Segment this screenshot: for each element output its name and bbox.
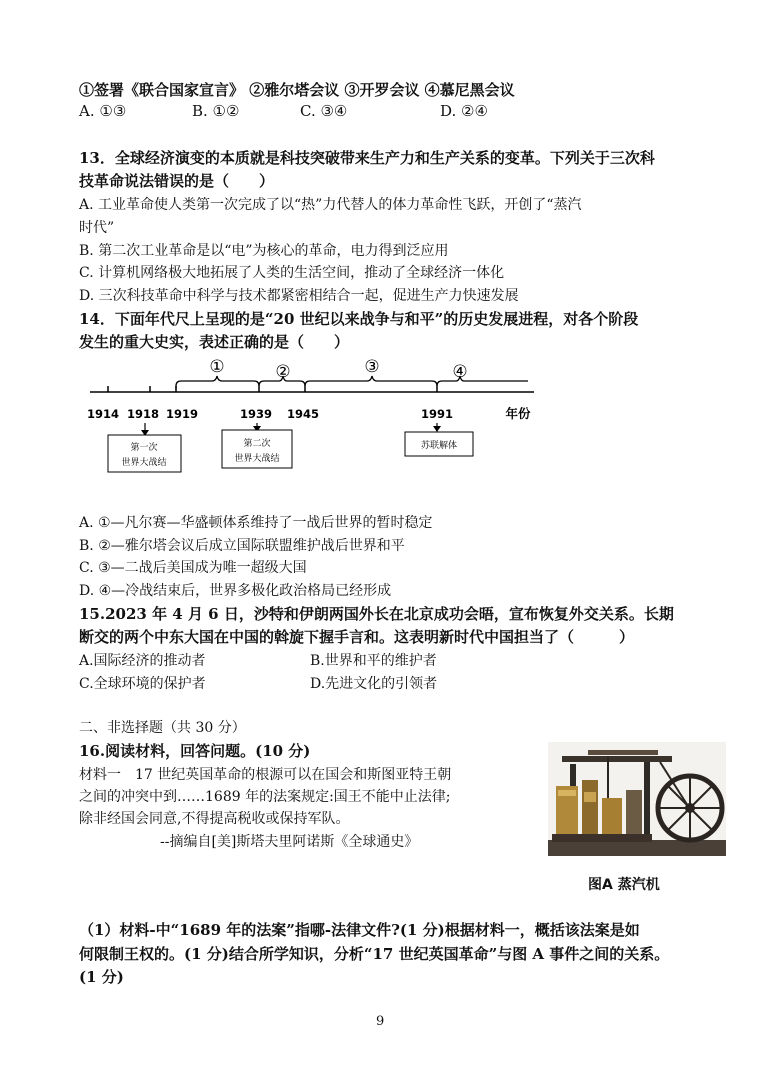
stage-label-3: ③: [364, 357, 380, 377]
q13-option-c: C. 计算机网络极大地拓展了人类的生活空间，推动了全球经济一体化: [79, 265, 505, 281]
q14-option-c: C. ③—二战后美国成为唯一超级大国: [79, 560, 307, 576]
stage-4-brace: [437, 376, 528, 386]
q15-option-d: D.先进文化的引领者: [310, 676, 438, 692]
q13-option-a-line-2: 时代”: [79, 220, 115, 236]
event-1991-line-1: 苏联解体: [420, 441, 458, 451]
q16-question-line-3: (1 分): [79, 968, 124, 986]
q12-option-b: B. ①②: [192, 102, 240, 120]
stage-label-1: ①: [209, 357, 225, 377]
q16-title: 16.阅读材料，回答问题。(10 分): [79, 742, 311, 760]
stage-label-4: ④: [452, 362, 468, 382]
q14-option-b: B. ②—雅尔塔会议后成立国际联盟维护战后世界和平: [79, 538, 405, 554]
q12-option-c: C. ③④: [300, 102, 348, 120]
q12-option-d: D. ②④: [440, 102, 488, 120]
q14-stem-line-1: 14．下面年代尺上呈现的是“20 世纪以来战争与和平”的历史发展进程，对各个阶段: [79, 310, 639, 328]
year-label-1939: 1939: [239, 407, 273, 421]
stage-1-brace: [176, 376, 259, 389]
event-1918-line-1: 第一次: [130, 443, 158, 453]
year-label-1945: 1945: [286, 407, 320, 421]
timeline-diagram: [0, 0, 760, 500]
q14-option-d: D. ④—冷战结束后，世界多极化政治格局已经形成: [79, 583, 392, 599]
year-label-1914: 1914: [86, 407, 120, 421]
q14-option-a: A. ①—凡尔赛—华盛顿体系维持了一战后世界的暂时稳定: [79, 515, 433, 531]
q15-stem-line-1: 15.2023 年 4 月 6 日，沙特和伊朗两国外长在北京成功会晤，宣布恢复外交关系。长期: [79, 605, 674, 623]
q16-source: --摘编自[美]斯塔夫里阿诺斯《全球通史》: [160, 834, 419, 850]
q14-stem-line-2: 发生的重大史实，表述正确的是（ ）: [79, 333, 350, 351]
q13-stem-line-1: 13．全球经济演变的本质就是科技突破带来生产力和生产关系的变革。下列关于三次科: [79, 149, 655, 167]
year-label-1991: 1991: [420, 407, 454, 421]
q15-option-a: A.国际经济的推动者: [79, 653, 206, 669]
q16-question-line-1: （1）材料-中“1689 年的法案”指哪-法律文件?(1 分)根据材料一，概括该法案是如: [79, 921, 640, 939]
q13-stem-line-2: 技革命说法错误的是（ ）: [79, 172, 275, 190]
figure-caption: 图A 蒸汽机: [588, 877, 660, 893]
q12-option-a: A. ①③: [79, 102, 127, 120]
q12-items-line: ①签署《联合国家宣言》 ②雅尔塔会议 ③开罗会议 ④慕尼黑会议: [79, 81, 515, 99]
arrow-1991-head: [433, 426, 441, 432]
steam-engine-image: [548, 742, 726, 856]
axis-label-year: 年份: [505, 406, 531, 421]
q15-option-c: C.全球环境的保护者: [79, 676, 206, 692]
q16-question-line-2: 何限制王权的。(1 分)结合所学知识，分析“17 世纪英国革命”与图 A 事件之间的关系。: [79, 945, 670, 963]
q13-option-a-line-1: A. 工业革命使人类第一次完成了以“热”力代替人的体力革命性飞跃，开创了“蒸汽: [79, 197, 582, 213]
q15-option-b: B.世界和平的维护者: [310, 653, 437, 669]
event-1939-line-1: 第二次: [243, 439, 271, 449]
q13-option-d: D. 三次科技革命中科学与技术都紧密相结合一起，促进生产力快速发展: [79, 288, 519, 304]
q16-material-line-3: 除非经国会同意,不得提高税收或保持军队。: [79, 811, 350, 827]
q16-material-line-2: 之间的冲突中到……1689 年的法案规定:国王不能中止法律;: [79, 789, 451, 805]
q16-material-line-1: 材料一 17 世纪英国革命的根源可以在国会和斯图亚特王朝: [79, 767, 452, 783]
page-number: 9: [376, 1014, 385, 1029]
q13-option-b: B. 第二次工业革命是以“电”为核心的革命，电力得到泛应用: [79, 243, 449, 259]
event-1918-line-2: 世界大战结: [121, 458, 167, 468]
event-1939-line-2: 世界大战结: [234, 454, 280, 464]
stage-3-brace: [305, 376, 437, 386]
q15-stem-line-2: 断交的两个中东大国在中国的斡旋下握手言和。这表明新时代中国担当了（ ）: [79, 628, 635, 646]
stage-label-2: ②: [275, 362, 291, 382]
section-2-heading: 二、非选择题（共 30 分）: [79, 720, 246, 736]
year-label-1918: 1918: [126, 407, 160, 421]
year-label-1919: 1919: [165, 407, 199, 421]
